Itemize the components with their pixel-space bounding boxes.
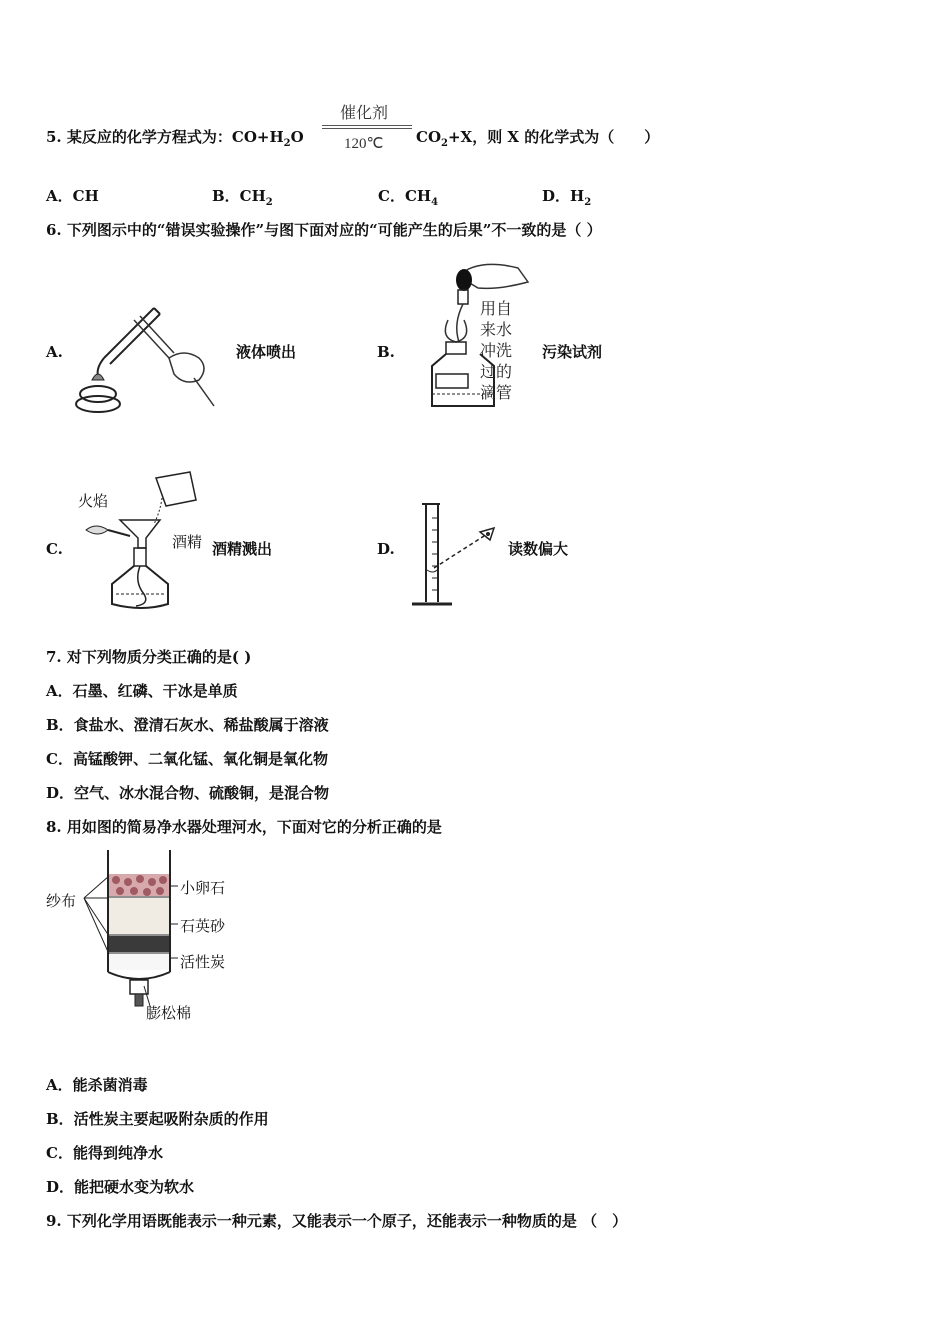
graduated-cylinder-figure — [408, 498, 504, 610]
q5-option-a[interactable]: A．CH — [46, 187, 99, 205]
q8-stem: 8. 用如图的简易净水器处理河水，下面对它的分析正确的是 — [46, 818, 442, 836]
q6-option-c-result: 酒精溅出 — [212, 540, 273, 558]
q7-option-c[interactable]: C．高锰酸钾、二氧化锰、氧化铜是氧化物 — [46, 750, 328, 768]
q6-option-b-key[interactable]: B. — [377, 343, 395, 361]
quartz-sand-label: 石英砂 — [180, 917, 226, 935]
cotton-label: 膨松棉 — [146, 1004, 192, 1022]
reaction-arrow-line — [322, 125, 412, 126]
catalyst-condition — [322, 98, 412, 158]
catalyst-label: 催化剂 — [340, 103, 389, 122]
q8-option-b[interactable]: B．活性炭主要起吸附杂质的作用 — [46, 1110, 269, 1128]
q7-option-d[interactable]: D．空气、冰水混合物、硫酸铜，是混合物 — [46, 784, 330, 802]
q9-stem: 9. 下列化学用语既能表示一种元素，又能表示一个原子，还能表示一种物质的是 （ ） — [46, 1212, 628, 1230]
activated-carbon-label: 活性炭 — [180, 953, 226, 971]
temperature-label: 120℃ — [344, 136, 384, 152]
q7-stem: 7. 对下列物质分类正确的是( ) — [46, 648, 252, 666]
dropper-label: 用自 来水 冲洗 过的 滴管 — [480, 299, 513, 402]
pebbles-label: 小卵石 — [180, 879, 226, 897]
dropper-bottle-figure — [418, 258, 530, 413]
q8-option-d[interactable]: D．能把硬水变为软水 — [46, 1178, 195, 1196]
water-purifier-figure — [80, 846, 180, 1026]
q6-option-d-key[interactable]: D. — [377, 540, 395, 558]
q6-option-c-key[interactable]: C. — [46, 540, 63, 558]
alcohol-label: 酒精 — [172, 533, 203, 551]
q7-option-b[interactable]: B．食盐水、澄清石灰水、稀盐酸属于溶液 — [46, 716, 329, 734]
q7-option-a[interactable]: A．石墨、红磷、干冰是单质 — [46, 682, 238, 700]
q5-option-b[interactable]: B．$CH_2$ — [212, 187, 273, 208]
q5-products: $CO_2+X$，则 X 的化学式为（ ） — [416, 128, 660, 149]
q6-option-b-result: 污染试剂 — [542, 343, 603, 361]
flame-label: 火焰 — [78, 492, 109, 510]
q5-option-c[interactable]: C．$CH_4$ — [378, 187, 439, 208]
q6-stem: 6. 下列图示中的“错误实验操作”与图下面对应的“可能产生的后果”不一致的是（ ） — [46, 221, 602, 239]
q6-option-a-key[interactable]: A. — [46, 343, 63, 361]
q8-option-a[interactable]: A．能杀菌消毒 — [46, 1076, 148, 1094]
gauze-label: 纱布 — [46, 892, 77, 910]
q8-option-c[interactable]: C．能得到纯净水 — [46, 1144, 163, 1162]
heating-test-tube-figure — [74, 298, 224, 418]
reaction-arrow-line-2 — [322, 128, 412, 129]
q6-option-a-result: 液体喷出 — [236, 343, 297, 361]
q5-stem: 5. 某反应的化学方程式为：$CO+H_2O$ — [46, 128, 304, 149]
q6-option-d-result: 读数偏大 — [508, 540, 569, 558]
q5-option-d[interactable]: D．$H_2$ — [542, 187, 592, 208]
